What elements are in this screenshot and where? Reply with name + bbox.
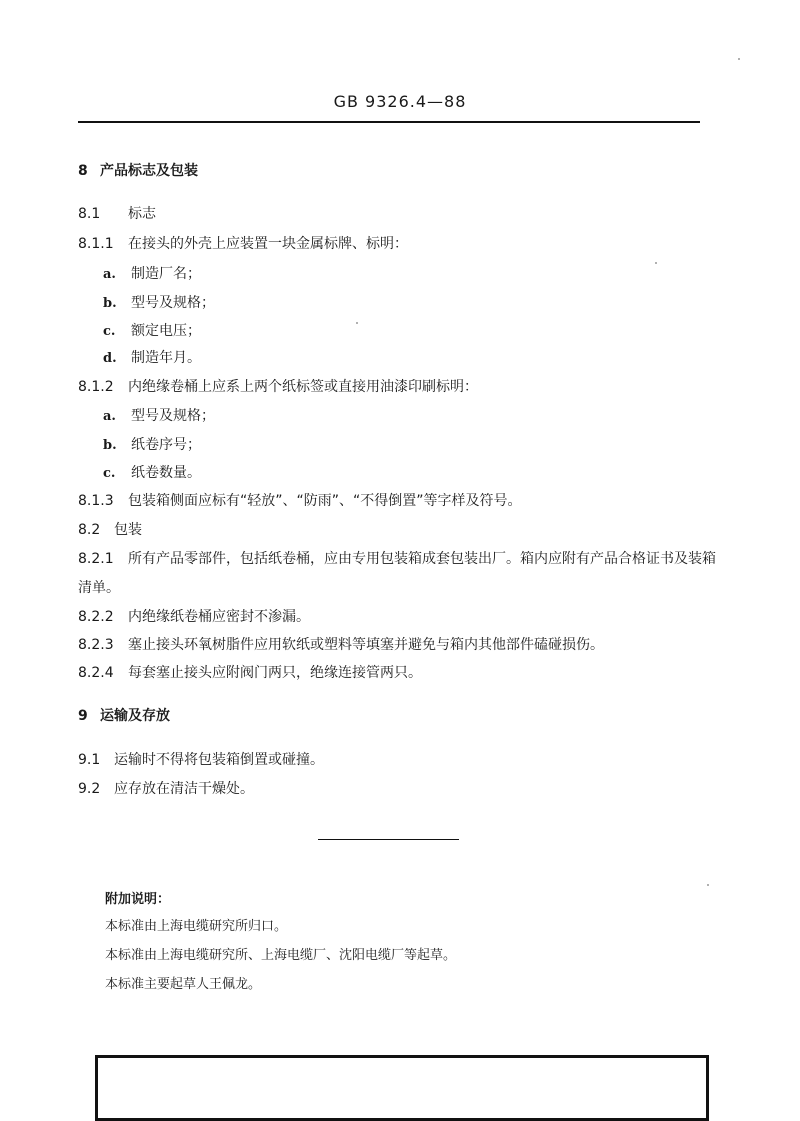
clause-text: 内绝缘纸卷桶应密封不渗漏。 [128, 609, 310, 625]
clause-text: 所有产品零部件，包括纸卷桶，应由专用包装箱成套包装出厂。箱内应附有产品合格证书及装箱 [128, 551, 716, 567]
clause-text: 内绝缘卷桶上应系上两个纸标签或直接用油漆印刷标明： [128, 379, 478, 395]
scan-speck [356, 322, 358, 324]
section-8-heading [78, 160, 198, 180]
clause-8-1-1 [78, 233, 408, 253]
list-text: 额定电压； [131, 323, 201, 339]
list-item [103, 320, 201, 340]
section-number: 8 [78, 163, 88, 179]
clause-text: 包装箱侧面应标有“轻放”、“防雨”、“不得倒置”等字样及符号。 [128, 493, 522, 509]
clause-8-2-4 [78, 662, 422, 682]
section-title: 产品标志及包装 [100, 163, 198, 179]
clause-text: 包装 [114, 522, 142, 538]
clause-8-2-1 [78, 548, 716, 568]
list-item [103, 434, 201, 454]
clause-8-1-3 [78, 490, 522, 510]
list-marker: c. [103, 324, 116, 339]
list-marker: c. [103, 466, 116, 481]
list-item [103, 462, 201, 482]
clause-8-2 [78, 519, 142, 539]
note-line: 本标准主要起草人王佩龙。 [105, 977, 262, 992]
list-text: 制造年月。 [131, 350, 201, 366]
clause-number: 9.2 [78, 781, 101, 797]
list-item [103, 292, 215, 312]
note-line: 本标准由上海电缆研究所、上海电缆厂、沈阳电缆厂等起草。 [105, 948, 457, 963]
list-item [103, 263, 201, 283]
header-rule [78, 121, 700, 123]
clause-8-2-1-continued: 清单。 [78, 580, 120, 596]
clause-number: 8.1.2 [78, 379, 114, 395]
clause-8-2-3 [78, 634, 604, 654]
end-rule [318, 839, 459, 840]
list-text: 纸卷序号； [131, 437, 201, 453]
page-header-code: GB 9326.4—88 [333, 92, 467, 111]
clause-number: 8.1 [78, 206, 101, 222]
clause-text: 每套塞止接头应附阀门两只，绝缘连接管两只。 [128, 665, 422, 681]
list-text: 型号及规格； [131, 295, 215, 311]
clause-9-1 [78, 749, 324, 769]
clause-number: 8.2.1 [78, 551, 114, 567]
list-marker: a. [103, 267, 116, 282]
list-marker: d. [103, 351, 117, 366]
section-number: 9 [78, 708, 88, 724]
clause-text: 标志 [128, 206, 156, 222]
section-title: 运输及存放 [100, 708, 170, 724]
clause-text: 在接头的外壳上应装置一块金属标牌、标明： [128, 236, 408, 252]
list-text: 纸卷数量。 [131, 465, 201, 481]
notes-title: 附加说明： [105, 892, 171, 907]
clause-number: 8.2 [78, 522, 101, 538]
clause-text: 运输时不得将包装箱倒置或碰撞。 [114, 752, 324, 768]
clause-number: 8.1.1 [78, 236, 114, 252]
list-item [103, 347, 201, 367]
scan-speck [738, 58, 740, 60]
scan-speck [707, 884, 709, 886]
clause-8-2-2 [78, 606, 310, 626]
list-marker: a. [103, 409, 116, 424]
clause-number: 8.2.3 [78, 637, 114, 653]
note-line: 本标准由上海电缆研究所归口。 [105, 919, 288, 934]
clause-8-1 [78, 203, 156, 223]
list-marker: b. [103, 296, 117, 311]
list-text: 型号及规格； [131, 408, 215, 424]
clause-number: 8.2.2 [78, 609, 114, 625]
list-marker: b. [103, 438, 117, 453]
clause-number: 9.1 [78, 752, 101, 768]
list-item [103, 405, 215, 425]
clause-text: 塞止接头环氧树脂件应用软纸或塑料等填塞并避免与箱内其他部件磕碰损伤。 [128, 637, 604, 653]
clause-number: 8.2.4 [78, 665, 114, 681]
clause-text: 应存放在清洁干燥处。 [114, 781, 254, 797]
scan-speck [655, 262, 657, 264]
clause-number: 8.1.3 [78, 493, 114, 509]
clause-8-1-2 [78, 376, 478, 396]
footer-frame [95, 1055, 709, 1121]
clause-9-2 [78, 778, 254, 798]
list-text: 制造厂名； [131, 266, 201, 282]
section-9-heading [78, 705, 170, 725]
